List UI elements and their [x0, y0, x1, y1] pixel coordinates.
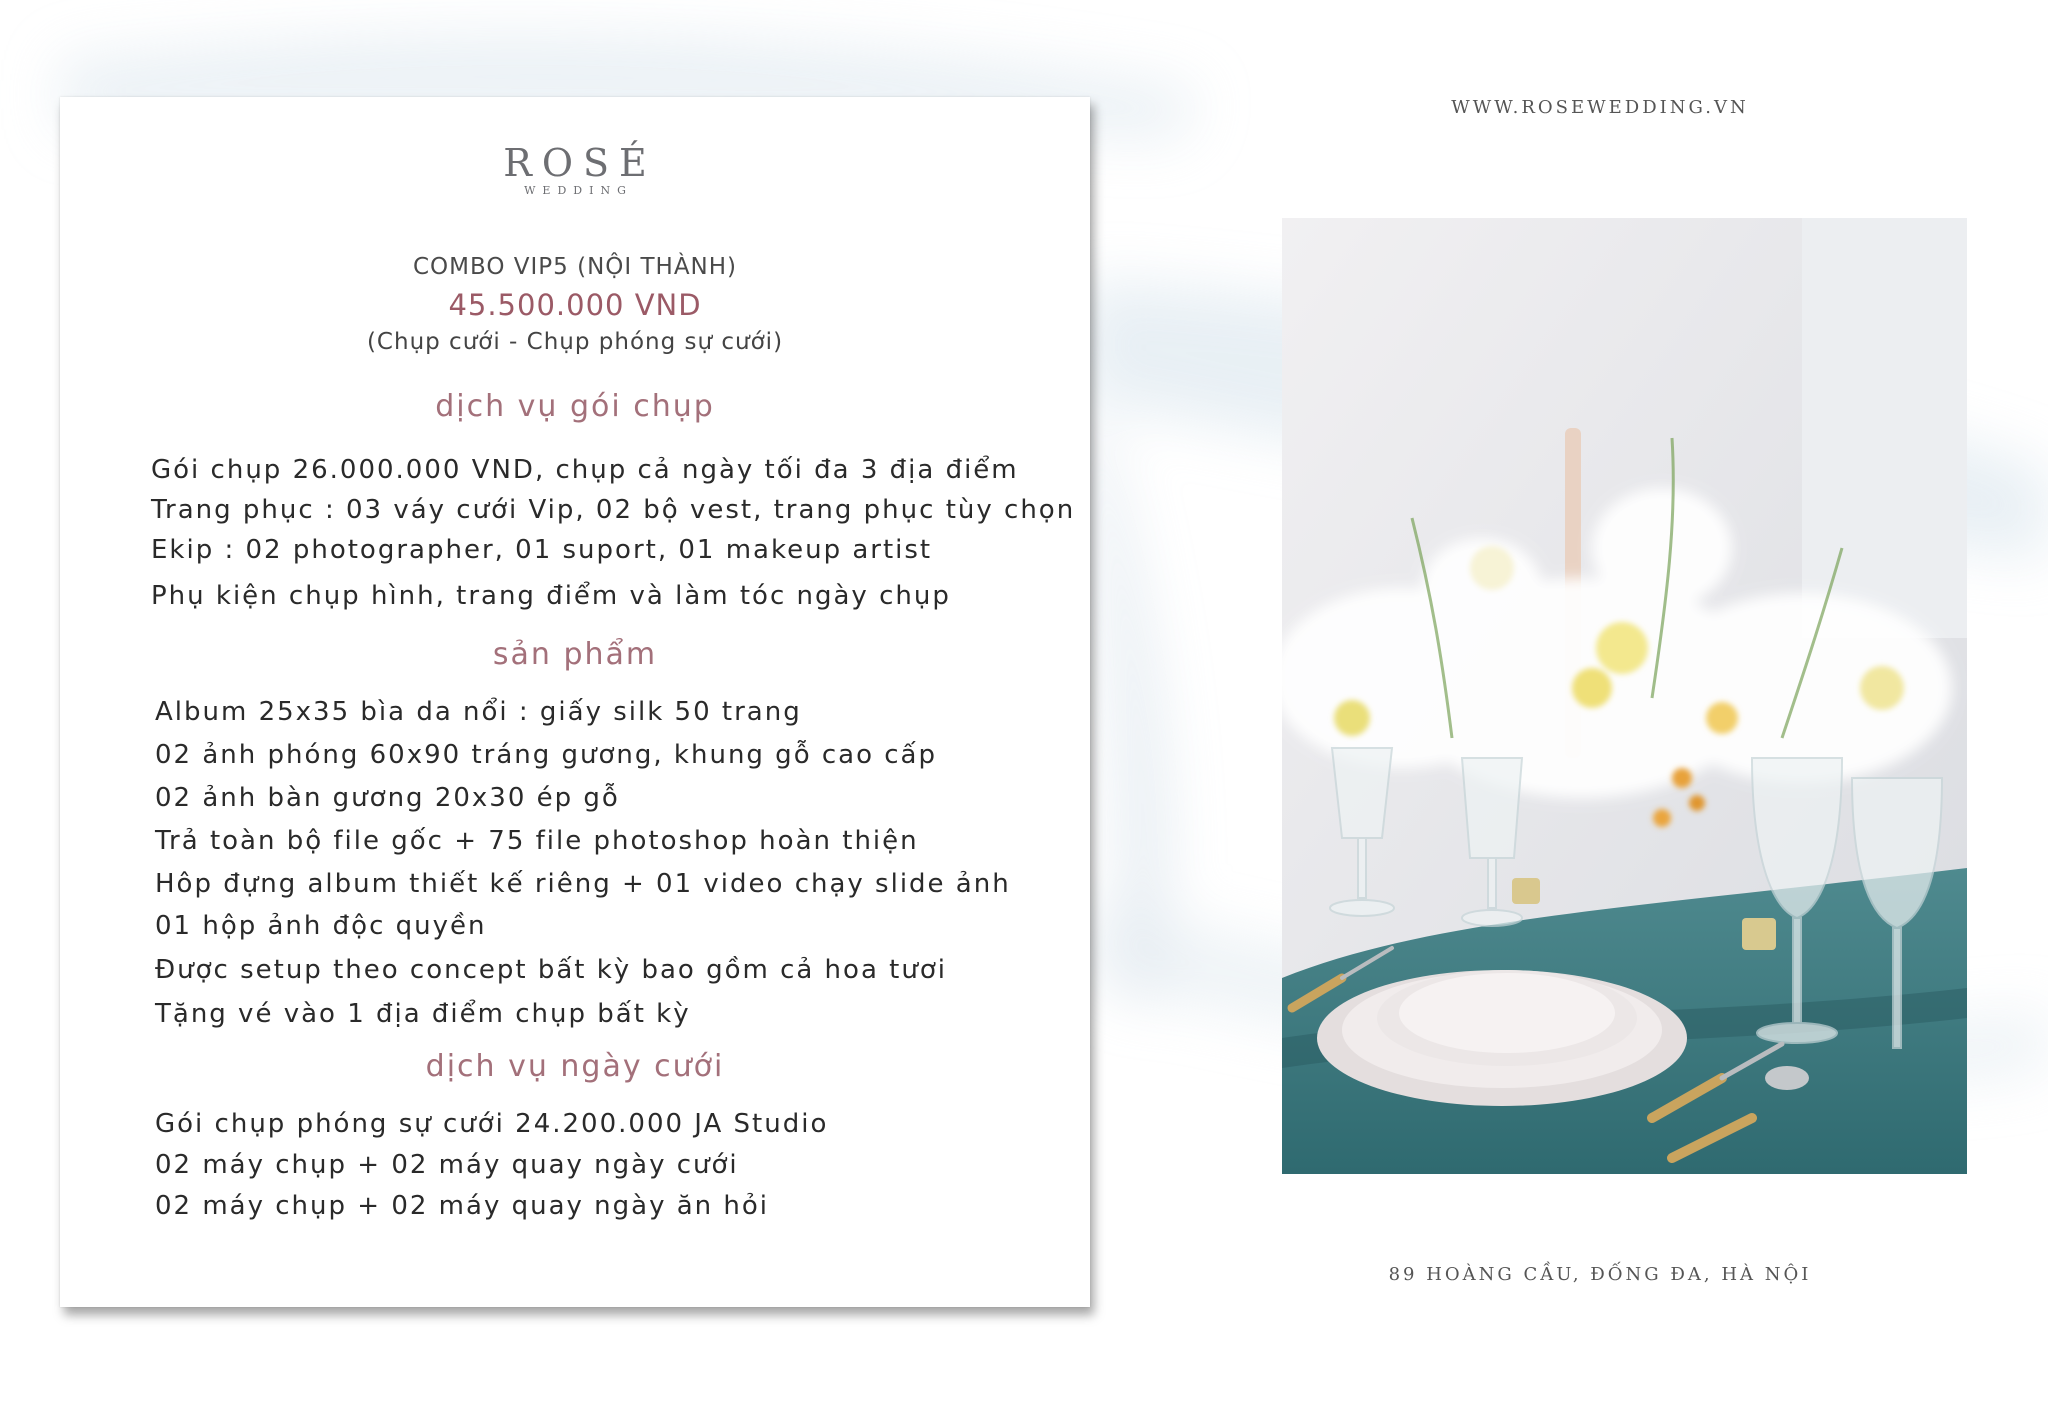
list-item: 02 máy chụp + 02 máy quay ngày cưới [155, 1150, 739, 1180]
address-text: 89 HOÀNG CẦU, ĐỐNG ĐA, HÀ NỘI [1388, 1264, 1812, 1285]
logo-sub-text: WEDDING [524, 184, 633, 197]
table-setting-photo [1282, 218, 1967, 1174]
list-item: Gói chụp phóng sự cưới 24.200.000 JA Studio [155, 1109, 829, 1139]
list-item: Gói chụp 26.000.000 VND, chụp cả ngày tối đa 3 địa điểm [151, 455, 1019, 485]
section-title-shooting-service: dịch vụ gói chụp [435, 389, 715, 424]
section-title-wedding-day-service: dịch vụ ngày cưới [425, 1049, 725, 1084]
list-item: Phụ kiện chụp hình, trang điểm và làm tóc ngày chụp [151, 581, 951, 611]
list-item: Được setup theo concept bất kỳ bao gồm cả hoa tươi [155, 955, 947, 985]
list-item: Hôp đựng album thiết kế riêng + 01 video chạy slide ảnh [155, 869, 1011, 899]
list-item: Ekip : 02 photographer, 01 suport, 01 makeup artist [151, 535, 933, 565]
list-item: Trang phục : 03 váy cưới Vip, 02 bộ vest, trang phục tùy chọn [151, 495, 1076, 525]
section-title-products: sản phẩm [492, 637, 658, 672]
combo-title: COMBO VIP5 (NỘI THÀNH) [412, 254, 738, 280]
logo-main-text: ROSÉ [503, 141, 657, 185]
list-item: 02 ảnh bàn gương 20x30 ép gỗ [155, 783, 620, 813]
combo-subtitle: (Chụp cưới - Chụp phóng sự cưới) [366, 329, 784, 355]
price-card [60, 97, 1090, 1307]
website-url: WWW.ROSEWEDDING.VN [1451, 97, 1749, 118]
combo-price: 45.500.000 VND [448, 288, 702, 322]
rose-wedding-logo [60, 142, 1090, 198]
list-item: Tặng vé vào 1 địa điểm chụp bất kỳ [155, 999, 691, 1029]
list-item: Trả toàn bộ file gốc + 75 file photoshop hoàn thiện [155, 826, 919, 856]
list-item: 02 máy chụp + 02 máy quay ngày ăn hỏi [155, 1191, 770, 1221]
list-item: 01 hộp ảnh độc quyền [155, 911, 487, 941]
list-item: 02 ảnh phóng 60x90 tráng gương, khung gỗ cao cấp [155, 740, 937, 770]
list-item: Album 25x35 bìa da nổi : giấy silk 50 trang [155, 697, 802, 727]
